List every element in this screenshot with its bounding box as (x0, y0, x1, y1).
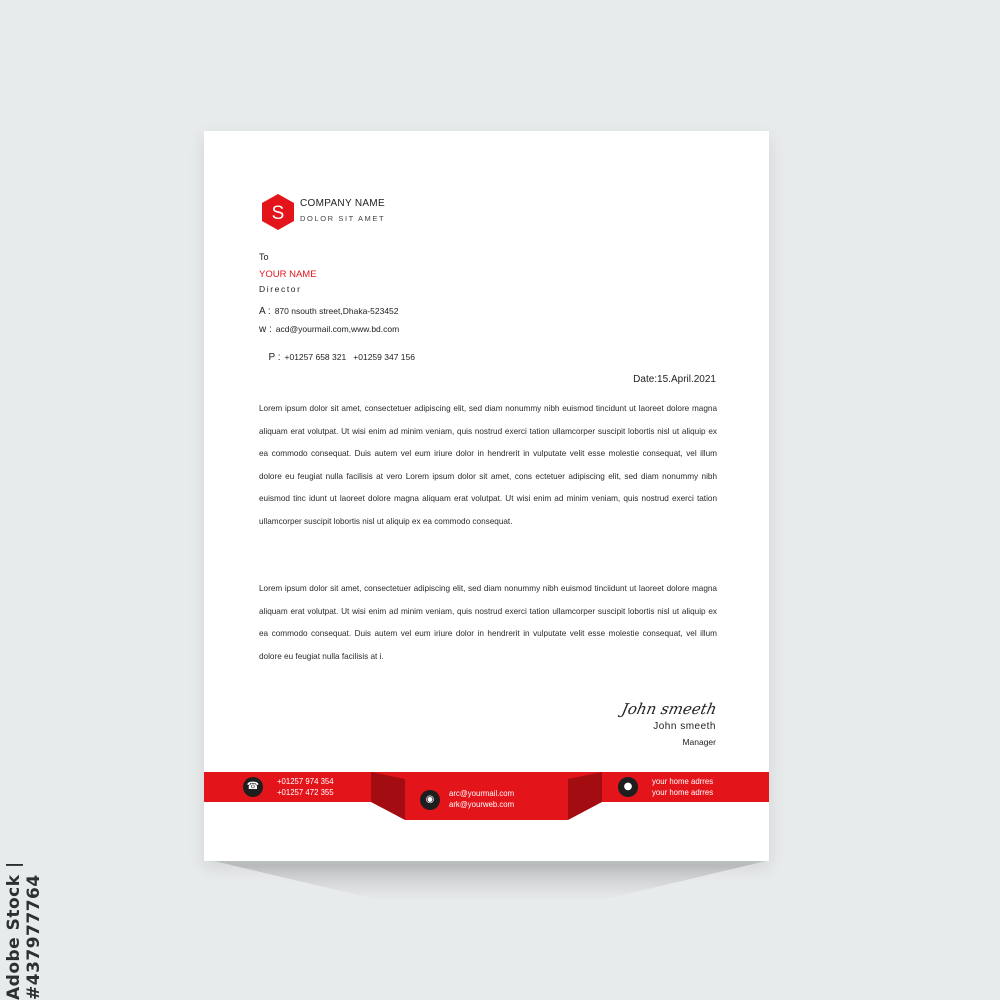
address-value: 870 nsouth street,Dhaka-523452 (274, 306, 399, 316)
phone-key: P : (268, 352, 281, 363)
footer-band (204, 771, 769, 829)
footer-email-2: ark@yourweb.com (449, 800, 515, 809)
email-icon: ◉ (420, 790, 440, 810)
page-shadow (210, 860, 770, 900)
phone-icon: ☎ (243, 777, 263, 797)
letter-date: Date:15.April.2021 (633, 374, 716, 385)
stock-id-watermark: Adobe Stock | #437977764 (4, 861, 44, 1000)
company-logo (259, 193, 297, 231)
company-name: COMPANY NAME (300, 198, 385, 209)
footer-location (652, 776, 713, 798)
footer-location-1: your home adrres (652, 777, 714, 786)
phone-value: +01257 658 321 +01259 347 156 (284, 352, 415, 362)
footer-location-2: your home adrres (652, 788, 714, 797)
phone-line (259, 342, 415, 373)
location-pin-icon: ● (618, 777, 638, 797)
letterhead-page (204, 131, 769, 861)
body-paragraph-2: Lorem ipsum dolor sit amet, consectetuer adipiscing elit, sed diam nonummy nibh euismod tinciidunt ut laoreet dolore magna aliquam erat volutpat. Ut wisi enim ad minim veniam, quis nostrud exerci tation ullamcorper suscipit lobortis nisl ut aliquip ex ea commodo consequat. Duis autem vel eum iriure dolor in hendrerit in vulputate velit esse molestie consequat, vel illum dolore eu feugiat nulla facilisis at i. (259, 584, 717, 661)
recipient-name: YOUR NAME (259, 269, 317, 280)
footer-phone-1: +01257 974 354 (277, 777, 334, 786)
footer-email (449, 788, 514, 810)
address-key: A : (259, 306, 271, 317)
footer-email-1: arc@yourmail.com (449, 789, 515, 798)
web-key: w : (259, 324, 272, 335)
recipient-title: Director (259, 284, 302, 294)
address-line (259, 306, 399, 317)
footer-phone (277, 776, 334, 798)
company-tagline: DOLOR SIT AMET (300, 214, 386, 223)
web-value: acd@yourmail.com,www.bd.com (275, 324, 400, 334)
footer-phone-2: +01257 472 355 (277, 788, 334, 797)
to-label: To (259, 252, 269, 262)
body-paragraph-1: Lorem ipsum dolor sit amet, consectetuer adipiscing elit, sed diam nonummy nibh euismod tincidunt ut laoreet dolore magna aliquam erat volutpat. Ut wisi enim ad minim veniam, quis nostrud exerci tation ullamcorper suscipit lobortis nisl ut aliquip ex ea commodo consequat. Duis autem vel eum iriure dolor in hendrerit in vulputate velit esse molestie consequat, vel illum dolore eu feugiat nulla facilisis at vero Lorem ipsum dolor sit amet, cons ectetuer adipiscing elit, sed diam nonummy nibh euismod tinc idunt ut laoreet dolore magna aliquam erat volutpat. Ut wisi enim ad minim veniam, quis nostrud exerci tation ullamcorper suscipit lobortis nisl ut aliquip ex ea commodo consequat. (259, 404, 717, 526)
signer-title: Manager (682, 737, 716, 747)
signature: John smeeth (620, 700, 719, 718)
logo-letter: S (271, 203, 285, 224)
web-line (259, 324, 399, 335)
signer-name: John smeeth (653, 721, 716, 732)
